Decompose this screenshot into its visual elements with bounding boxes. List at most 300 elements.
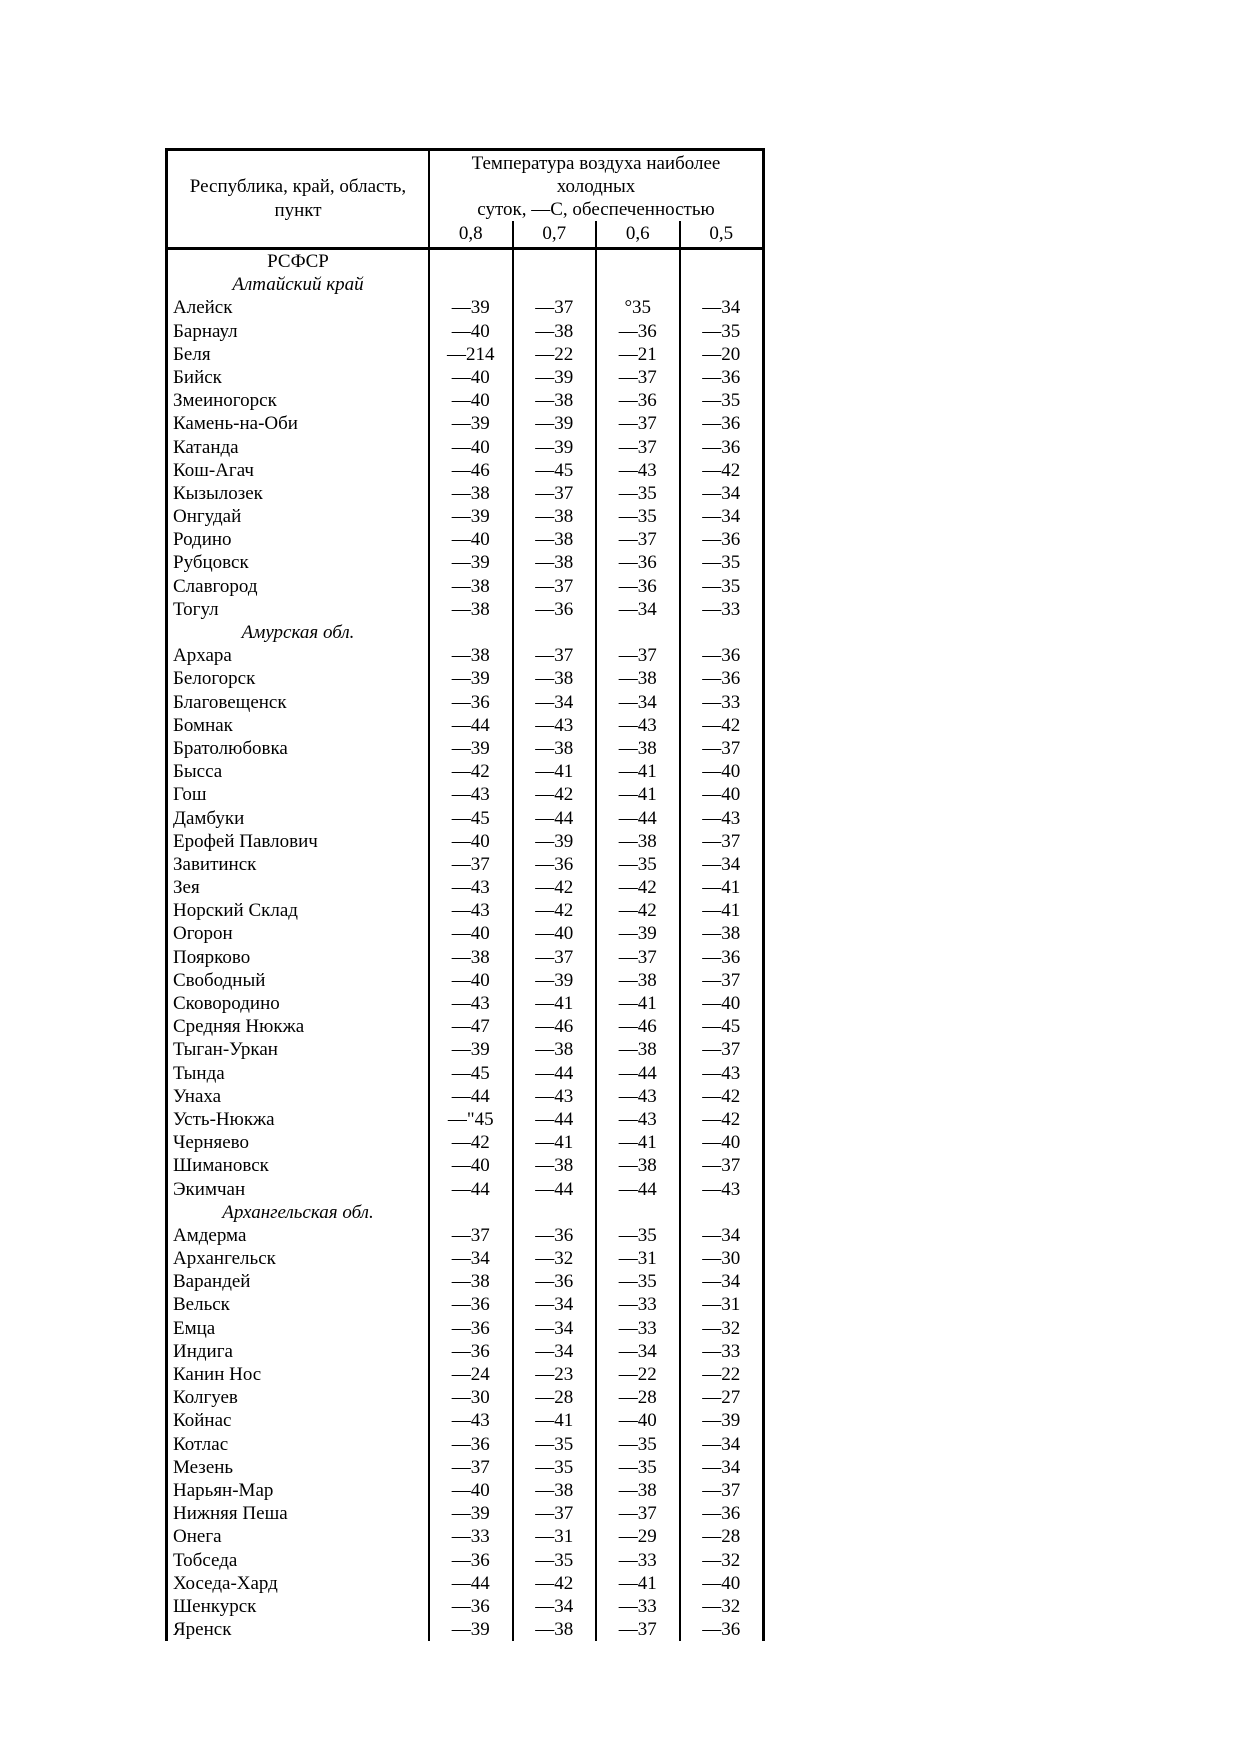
- temperature-value: —46: [430, 459, 514, 482]
- temperature-value: —34: [702, 853, 741, 875]
- temperature-value: [597, 621, 681, 644]
- temperature-value: —38: [514, 551, 598, 574]
- temperature-value: —41: [514, 1131, 598, 1154]
- section-label: Архангельская обл.: [168, 1201, 430, 1224]
- location-name: Беля: [168, 343, 430, 366]
- temperature-value: —37: [514, 946, 598, 969]
- temperature-value: —40: [430, 969, 514, 992]
- temperature-value: —39: [430, 667, 514, 690]
- temperature-value: —38: [430, 946, 514, 969]
- temperature-value: —40: [702, 993, 741, 1014]
- temperature-value: —35: [702, 552, 741, 574]
- location-name: Тогул: [168, 598, 430, 621]
- temperature-value: —34: [597, 691, 681, 714]
- temperature-value: —22: [702, 1364, 741, 1385]
- temperature-value: —38: [514, 737, 598, 760]
- temperature-value: —37: [702, 969, 741, 991]
- temperature-value: —38: [514, 320, 598, 343]
- table-row: [168, 1154, 762, 1177]
- location-name: Онгудай: [168, 505, 430, 528]
- temperature-value: —43: [702, 807, 741, 829]
- temperature-value: —32: [514, 1247, 598, 1270]
- temperature-value: —35: [597, 853, 681, 876]
- location-name: Черняево: [168, 1131, 430, 1154]
- temperature-value: —43: [597, 459, 681, 482]
- table-row: [168, 1038, 762, 1061]
- temperature-value: —35: [702, 390, 741, 412]
- temperature-value: —22: [514, 343, 598, 366]
- location-name: Зея: [168, 876, 430, 899]
- temperature-value: [514, 250, 598, 273]
- temperature-value: —37: [702, 830, 741, 852]
- temperature-value: —43: [430, 899, 514, 922]
- temperature-value: —34: [514, 1293, 598, 1316]
- temperature-value: —27: [702, 1387, 741, 1409]
- table-row: [168, 1131, 762, 1154]
- temperature-value: —41: [514, 760, 598, 783]
- temperature-value: —38: [514, 1154, 598, 1177]
- temperature-value: —44: [597, 807, 681, 830]
- temperature-value: —34: [702, 1433, 741, 1455]
- temperature-value: —35: [702, 320, 741, 342]
- location-name: Вельск: [168, 1293, 430, 1316]
- temperature-value: —39: [597, 922, 681, 945]
- table-row: [168, 505, 762, 528]
- temperature-value: —44: [597, 1062, 681, 1085]
- temperature-value: —34: [702, 506, 741, 528]
- location-name: Бийск: [168, 366, 430, 389]
- table-row: [168, 1409, 762, 1432]
- temperature-value: —41: [702, 877, 741, 899]
- temperature-value: —28: [514, 1386, 598, 1409]
- temperature-value: —34: [597, 1340, 681, 1363]
- temperature-value: —34: [514, 1317, 598, 1340]
- temperature-value: —36: [702, 645, 741, 667]
- temperature-value: —35: [597, 482, 681, 505]
- temperature-value: —39: [702, 1410, 741, 1432]
- table-row: [168, 760, 762, 783]
- temperature-value: [514, 273, 598, 296]
- temperature-value: —31: [597, 1247, 681, 1270]
- temperature-value: —35: [514, 1433, 598, 1456]
- temperature-value: —33: [597, 1549, 681, 1572]
- location-name: Алейск: [168, 296, 430, 319]
- location-name: Мезень: [168, 1456, 430, 1479]
- table-row: [168, 1572, 762, 1595]
- temperature-value: —36: [430, 1595, 514, 1618]
- table-row: [168, 853, 762, 876]
- table-row: [168, 1340, 762, 1363]
- location-name: Катанда: [168, 436, 430, 459]
- temperature-value: —37: [597, 1618, 681, 1641]
- table-row: [168, 389, 762, 412]
- temperature-value: [597, 273, 681, 296]
- temperature-value: —38: [597, 830, 681, 853]
- temperature-value: —38: [514, 528, 598, 551]
- temperature-value: —36: [430, 691, 514, 714]
- temperature-value: —45: [702, 1016, 741, 1038]
- column-header-0-7: 0,7: [512, 221, 596, 247]
- header-region-line1: Республика, край, область,: [189, 176, 407, 197]
- table-row: [168, 343, 762, 366]
- location-name: Тобседа: [168, 1549, 430, 1572]
- temperature-value: —43: [597, 714, 681, 737]
- location-name: Емца: [168, 1317, 430, 1340]
- temperature-value: °35: [597, 296, 681, 319]
- location-name: Бысса: [168, 760, 430, 783]
- location-name: Свободный: [168, 969, 430, 992]
- temperature-value: —38: [514, 667, 598, 690]
- temperature-value: —42: [702, 1085, 741, 1107]
- temperature-value: —35: [702, 575, 741, 597]
- temperature-value: —38: [430, 575, 514, 598]
- temperature-value: —23: [514, 1363, 598, 1386]
- temperature-value: —44: [430, 714, 514, 737]
- temperature-value: —37: [597, 412, 681, 435]
- temperature-value: —42: [702, 714, 741, 736]
- table-row: [168, 1618, 762, 1641]
- temperature-value: —38: [597, 667, 681, 690]
- temperature-value: —38: [514, 1479, 598, 1502]
- table-row: [168, 714, 762, 737]
- temperature-value: —38: [597, 1479, 681, 1502]
- table-row: [168, 1549, 762, 1572]
- temperature-value: —42: [597, 876, 681, 899]
- temperature-value: —38: [702, 923, 741, 945]
- temperature-value: [681, 621, 763, 644]
- header-temperature-title: [430, 151, 762, 221]
- table-row: [168, 1525, 762, 1548]
- temperature-value: —46: [597, 1015, 681, 1038]
- temperature-value: —37: [430, 1224, 514, 1247]
- temperature-value: —39: [430, 737, 514, 760]
- location-name: Варандей: [168, 1270, 430, 1293]
- temperature-value: —32: [702, 1317, 741, 1339]
- temperature-value: —39: [430, 1502, 514, 1525]
- temperature-value: —36: [430, 1549, 514, 1572]
- temperature-value: —38: [514, 1618, 598, 1641]
- location-name: Усть-Нюкжа: [168, 1108, 430, 1131]
- temperature-value: —39: [430, 412, 514, 435]
- temperature-value: —42: [514, 783, 598, 806]
- temperature-value: —45: [430, 1062, 514, 1085]
- temperature-value: [597, 1201, 681, 1224]
- table-row: [168, 969, 762, 992]
- location-name: Братолюбовка: [168, 737, 430, 760]
- table-row: [168, 598, 762, 621]
- temperature-value: —40: [430, 389, 514, 412]
- temperature-value: —28: [702, 1526, 741, 1548]
- temperature-value: —41: [597, 992, 681, 1015]
- location-name: Нижняя Пеша: [168, 1502, 430, 1525]
- temperature-value: —44: [514, 807, 598, 830]
- temperature-value: —39: [514, 830, 598, 853]
- temperature-value: —40: [597, 1409, 681, 1432]
- temperature-value: —40: [430, 922, 514, 945]
- temperature-value: —38: [430, 482, 514, 505]
- temperature-value: —42: [702, 459, 741, 481]
- temperature-value: —36: [597, 320, 681, 343]
- table-row: [168, 551, 762, 574]
- temperature-value: —37: [597, 366, 681, 389]
- location-name: Норский Склад: [168, 899, 430, 922]
- temperature-value: —35: [597, 1224, 681, 1247]
- location-name: Тыган-Уркан: [168, 1038, 430, 1061]
- temperature-value: —28: [597, 1386, 681, 1409]
- temperature-value: —34: [514, 1595, 598, 1618]
- temperature-value: —44: [430, 1178, 514, 1201]
- temperature-value: —36: [430, 1293, 514, 1316]
- table-row: [168, 1293, 762, 1316]
- section-row: [168, 273, 762, 296]
- location-name: Архара: [168, 644, 430, 667]
- temperature-value: —40: [430, 830, 514, 853]
- temperature-value: —37: [514, 482, 598, 505]
- temperature-value: —40: [702, 1132, 741, 1154]
- temperature-value: —38: [597, 969, 681, 992]
- temperature-value: —38: [430, 644, 514, 667]
- temperature-value: —34: [514, 1340, 598, 1363]
- temperature-value: —41: [514, 992, 598, 1015]
- table-row: [168, 667, 762, 690]
- location-name: Амдерма: [168, 1224, 430, 1247]
- temperature-value: —39: [430, 1038, 514, 1061]
- temperature-value: —38: [514, 1038, 598, 1061]
- table-row: [168, 1085, 762, 1108]
- temperature-value: —42: [430, 760, 514, 783]
- temperature-value: —36: [514, 853, 598, 876]
- location-name: Благовещенск: [168, 691, 430, 714]
- temperature-value: [430, 1201, 514, 1224]
- table-row: [168, 1433, 762, 1456]
- temperature-value: —37: [597, 436, 681, 459]
- temperature-value: —37: [597, 1502, 681, 1525]
- temperature-value: —43: [597, 1085, 681, 1108]
- temperature-value: —36: [702, 1503, 741, 1525]
- temperature-value: —"45: [430, 1108, 514, 1131]
- table-row: [168, 436, 762, 459]
- temperature-value: —37: [430, 853, 514, 876]
- header-temperature-title-line2: суток, —С, обеспеченностью: [477, 199, 715, 220]
- temperature-value: —31: [514, 1525, 598, 1548]
- temperature-value: —214: [430, 343, 514, 366]
- temperature-value: —37: [514, 1502, 598, 1525]
- table-row: [168, 482, 762, 505]
- temperature-value: —44: [430, 1572, 514, 1595]
- temperature-value: —47: [430, 1015, 514, 1038]
- temperature-value: —36: [702, 366, 741, 388]
- temperature-value: —44: [514, 1062, 598, 1085]
- location-name: Белогорск: [168, 667, 430, 690]
- table-row: [168, 876, 762, 899]
- header-region-column: [168, 151, 430, 247]
- table-row: [168, 366, 762, 389]
- table-row: [168, 296, 762, 319]
- table-row: [168, 992, 762, 1015]
- temperature-value: —37: [514, 575, 598, 598]
- temperature-value: —45: [430, 807, 514, 830]
- table-row: [168, 1502, 762, 1525]
- section-label: Амурская обл.: [168, 621, 430, 644]
- temperature-value: —41: [702, 900, 741, 922]
- location-name: Индига: [168, 1340, 430, 1363]
- temperature-value: —34: [514, 691, 598, 714]
- table-body: [168, 250, 762, 1641]
- temperature-value: —37: [597, 644, 681, 667]
- temperature-value: —40: [702, 761, 741, 783]
- temperature-value: —40: [430, 528, 514, 551]
- location-name: Огорон: [168, 922, 430, 945]
- table-row: [168, 922, 762, 945]
- temperature-value: —37: [702, 1155, 741, 1177]
- temperature-value: —44: [514, 1108, 598, 1131]
- table-row: [168, 899, 762, 922]
- location-name: Унаха: [168, 1085, 430, 1108]
- table-row: [168, 1595, 762, 1618]
- temperature-value: —38: [514, 389, 598, 412]
- temperature-value: —39: [430, 505, 514, 528]
- temperature-value: [681, 1201, 763, 1224]
- temperature-value: —36: [430, 1317, 514, 1340]
- temperature-value: —44: [597, 1178, 681, 1201]
- location-name: Поярково: [168, 946, 430, 969]
- temperature-value: —36: [702, 413, 741, 435]
- table-row: [168, 1317, 762, 1340]
- temperature-value: —36: [514, 1270, 598, 1293]
- table-row: [168, 737, 762, 760]
- location-name: Родино: [168, 528, 430, 551]
- temperature-value: —36: [597, 575, 681, 598]
- temperature-value: —20: [702, 343, 741, 365]
- temperature-value: —40: [430, 1479, 514, 1502]
- temperature-value: —41: [597, 760, 681, 783]
- table-row: [168, 691, 762, 714]
- temperature-value: [430, 621, 514, 644]
- temperature-value: —37: [702, 1039, 741, 1061]
- location-name: Котлас: [168, 1433, 430, 1456]
- temperature-value: —40: [702, 784, 741, 806]
- location-name: Колгуев: [168, 1386, 430, 1409]
- temperature-value: —30: [702, 1248, 741, 1270]
- temperature-value: —41: [597, 1572, 681, 1595]
- temperature-value: —37: [514, 296, 598, 319]
- table-row: [168, 1015, 762, 1038]
- temperature-value: —35: [597, 505, 681, 528]
- section-row: [168, 621, 762, 644]
- temperature-value: —32: [702, 1595, 741, 1617]
- temperature-value: —33: [597, 1317, 681, 1340]
- table-row: [168, 644, 762, 667]
- location-name: Змеиногорск: [168, 389, 430, 412]
- temperature-value: —33: [430, 1525, 514, 1548]
- temperature-value: —36: [514, 1224, 598, 1247]
- table-row: [168, 1178, 762, 1201]
- location-name: Дамбуки: [168, 807, 430, 830]
- temperature-value: [514, 621, 598, 644]
- temperature-value: —42: [702, 1108, 741, 1130]
- temperature-value: —39: [430, 296, 514, 319]
- temperature-value: —43: [430, 876, 514, 899]
- temperature-value: —36: [597, 551, 681, 574]
- temperature-value: —34: [702, 482, 741, 504]
- section-row: [168, 250, 762, 273]
- temperature-value: —35: [597, 1270, 681, 1293]
- location-name: Кызылозек: [168, 482, 430, 505]
- temperature-value: —36: [702, 946, 741, 968]
- temperature-value: —38: [597, 1038, 681, 1061]
- temperature-value: —34: [430, 1247, 514, 1270]
- temperature-value: —29: [597, 1525, 681, 1548]
- temperature-value: —35: [597, 1456, 681, 1479]
- location-name: Барнаул: [168, 320, 430, 343]
- temperature-value: —37: [514, 644, 598, 667]
- table-row: [168, 1062, 762, 1085]
- temperature-value: —37: [702, 1479, 741, 1501]
- location-name: Нарьян-Мар: [168, 1479, 430, 1502]
- section-label: РСФСР: [168, 250, 430, 273]
- table-row: [168, 1363, 762, 1386]
- temperature-value: —39: [514, 412, 598, 435]
- temperature-value: —34: [702, 297, 741, 319]
- section-row: [168, 1201, 762, 1224]
- temperature-value: —37: [430, 1456, 514, 1479]
- temperature-value: —35: [514, 1549, 598, 1572]
- table-row: [168, 1456, 762, 1479]
- table-row: [168, 783, 762, 806]
- temperature-value: —39: [514, 969, 598, 992]
- location-name: Славгород: [168, 575, 430, 598]
- location-name: Гош: [168, 783, 430, 806]
- temperature-value: —40: [514, 922, 598, 945]
- location-name: Шенкурск: [168, 1595, 430, 1618]
- location-name: Канин Нос: [168, 1363, 430, 1386]
- table-row: [168, 1224, 762, 1247]
- temperature-value: —35: [597, 1433, 681, 1456]
- location-name: Шимановск: [168, 1154, 430, 1177]
- temperature-value: —44: [430, 1085, 514, 1108]
- temperature-value: —38: [430, 598, 514, 621]
- column-header-0-8: 0,8: [458, 223, 483, 244]
- temperature-value: —35: [514, 1456, 598, 1479]
- temperature-value: —43: [702, 1178, 741, 1200]
- header-temperature-title-line1: Температура воздуха наиболее холодных: [471, 153, 721, 197]
- location-name: Кош-Агач: [168, 459, 430, 482]
- temperature-value: —42: [514, 899, 598, 922]
- location-name: Тында: [168, 1062, 430, 1085]
- table-row: [168, 459, 762, 482]
- location-name: Сковородино: [168, 992, 430, 1015]
- temperature-value: —33: [702, 1340, 741, 1362]
- temperature-value: —39: [514, 366, 598, 389]
- temperature-value: —43: [514, 714, 598, 737]
- temperature-value: —42: [514, 1572, 598, 1595]
- temperature-value: —44: [514, 1178, 598, 1201]
- temperature-value: —40: [430, 320, 514, 343]
- location-name: Хоседа-Хард: [168, 1572, 430, 1595]
- temperature-value: —21: [597, 343, 681, 366]
- location-name: Камень-на-Оби: [168, 412, 430, 435]
- header-temperature-block: [430, 151, 762, 247]
- temperature-value: —34: [597, 598, 681, 621]
- temperature-value: —33: [702, 598, 741, 620]
- section-label: Алтайский край: [168, 273, 430, 296]
- location-name: Бомнак: [168, 714, 430, 737]
- temperature-value: —36: [702, 529, 741, 551]
- location-name: Средняя Нюкжа: [168, 1015, 430, 1038]
- location-name: Яренск: [168, 1618, 430, 1641]
- table-row: [168, 412, 762, 435]
- table-row: [168, 807, 762, 830]
